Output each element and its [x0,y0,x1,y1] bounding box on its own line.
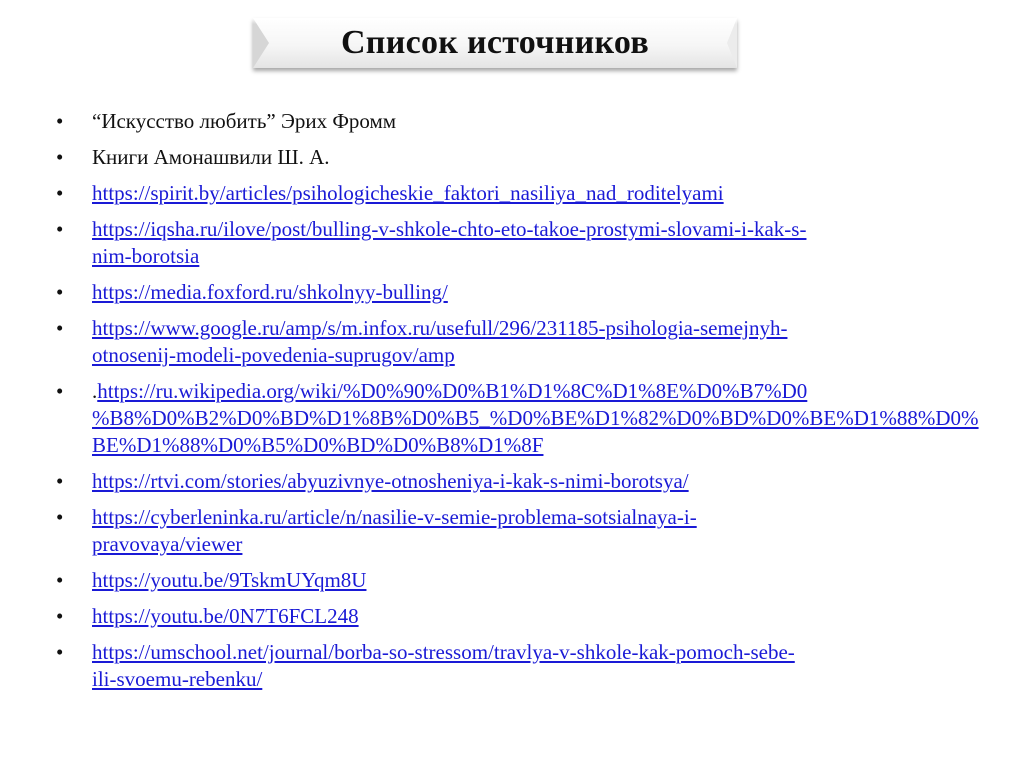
bullet-icon: • [56,316,64,340]
bullet-icon: • [56,469,64,493]
source-link-foxford[interactable]: https://media.foxford.ru/shkolnyy-bulling/ [92,280,448,304]
list-item [56,639,986,693]
source-link-rtvi[interactable]: https://rtvi.com/stories/abyuzivnye-otnosheniya-i-kak-s-nimi-borotsya/ [92,469,689,493]
source-link-youtube-1[interactable]: https://youtu.be/9TskmUYqm8U [92,568,367,592]
list-item [56,567,986,594]
source-link-youtube-2[interactable]: https://youtu.be/0N7T6FCL248 [92,604,359,628]
bullet-icon: • [56,568,64,592]
source-text: Книги Амонашвили Ш. А. [92,145,330,169]
source-link-wikipedia-cont-1[interactable]: %B8%D0%B2%D0%BD%D1%8B%D0%B5_%D0%BE%D1%82%D0%BD%D0%BE%D1%88%D0% [92,406,979,430]
link-prefix-dot: . [92,379,98,403]
list-item [56,378,986,459]
list-item [56,144,986,171]
banner-bevel-right [727,18,737,68]
source-link-cyberleninka-cont[interactable]: pravovaya/viewer [92,532,243,556]
bullet-icon: • [56,280,64,304]
source-link-wikipedia-cont-2[interactable]: BE%D1%88%D0%B5%D0%BD%D0%B8%D1%8F [92,433,544,457]
bullet-icon: • [56,640,64,664]
bullet-icon: • [56,217,64,241]
bullet-icon: • [56,145,64,169]
list-item [56,504,986,558]
source-link-spirit[interactable]: https://spirit.by/articles/psihologicheskie_faktori_nasiliya_nad_roditelyami [92,181,724,205]
bullet-icon: • [56,181,64,205]
source-link-umschool-cont[interactable]: ili-svoemu-rebenku/ [92,667,263,691]
bullet-icon: • [56,604,64,628]
list-item [56,279,986,306]
list-item [56,468,986,495]
source-link-cyberleninka[interactable]: https://cyberleninka.ru/article/n/nasilie-v-semie-problema-sotsialnaya-i- [92,505,697,529]
source-link-iqsha[interactable]: https://iqsha.ru/ilove/post/bulling-v-shkole-chto-eto-takoe-prostymi-slovami-i-kak-s- [92,217,807,241]
source-link-infox[interactable]: https://www.google.ru/amp/s/m.infox.ru/usefull/296/231185-psihologia-semejnyh- [92,316,788,340]
page-title: Список источников [340,24,650,61]
title-banner [253,18,737,68]
list-item [56,108,986,135]
source-link-wikipedia[interactable]: https://ru.wikipedia.org/wiki/%D0%90%D0%B1%D1%8C%D1%8E%D0%B7%D0 [97,379,808,403]
source-link-infox-cont[interactable]: otnosenij-modeli-povedenia-suprugov/amp [92,343,455,367]
source-link-umschool[interactable]: https://umschool.net/journal/borba-so-stressom/travlya-v-shkole-kak-pomoch-sebe- [92,640,795,664]
bullet-icon: • [56,109,64,133]
source-text: “Искусство любить” Эрих Фромм [92,109,397,133]
list-item [56,315,986,369]
list-item [56,603,986,630]
bullet-icon: • [56,379,64,403]
sources-list [56,108,986,702]
list-item [56,180,986,207]
list-item [56,216,986,270]
source-link-iqsha-cont[interactable]: nim-borotsia [92,244,200,268]
bullet-icon: • [56,505,64,529]
banner-bevel-left [253,18,269,68]
